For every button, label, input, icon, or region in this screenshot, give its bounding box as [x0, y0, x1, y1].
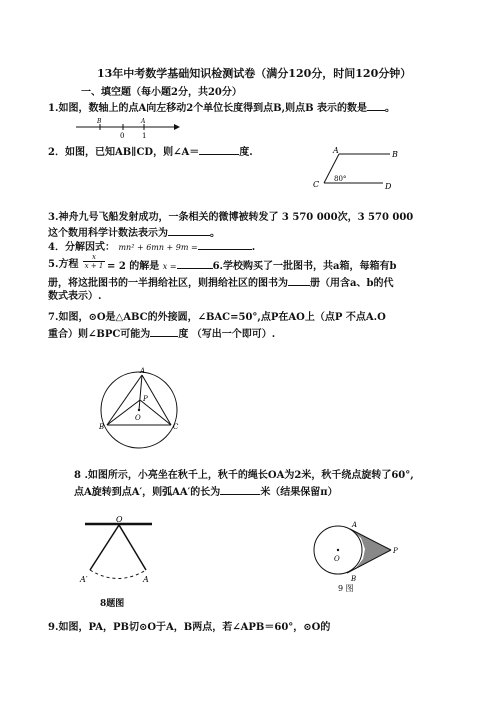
q5-answer-blank[interactable] — [177, 259, 213, 269]
q1-label-a: A — [141, 118, 146, 125]
q6-unit: 册（用含a、b的代 — [310, 278, 394, 289]
q9-label-o: O — [334, 555, 340, 563]
question-5: 5.方程 — [48, 259, 79, 270]
q9-label-a: A — [352, 521, 358, 529]
q2-unit: 度. — [239, 147, 253, 158]
q1-text: 1.如图，数轴上的点A向左移动2个单位长度得到点B,则点B 表示的数是 — [48, 103, 368, 114]
question-6-line2 — [48, 276, 393, 290]
q3-end: 。 — [210, 228, 220, 239]
q8-label-a: A — [143, 575, 149, 584]
q2-angle-label: 80° — [334, 175, 347, 183]
q6-text: 6.学校购买了一批图书，共a箱，每箱有b — [212, 261, 397, 272]
q1-label-zero: 0 — [120, 132, 125, 140]
q2-answer-blank[interactable] — [199, 145, 239, 155]
swing-figure — [80, 515, 160, 595]
question-8-line1: 8 .如图所示，小亮坐在秋千上，秋千的绳长OA为2米，秋千绕点旋转了60°, — [74, 470, 414, 481]
q4-text: 4．分解因式： — [48, 242, 115, 253]
q5-numerator: x — [92, 253, 96, 261]
q3-text: 这个数用科学计数法表示为 — [48, 228, 168, 239]
q7-label-c: C — [173, 423, 179, 431]
q7-text: 重合）则∠BPC可能为 — [48, 329, 151, 340]
page-title: 13年中考数学基础知识检测试卷（满分120分，时间120分钟） — [97, 67, 412, 80]
q8-answer-blank[interactable] — [220, 485, 260, 495]
q7-label-b: B — [99, 423, 105, 431]
q8-unit: 米（结果保留π） — [260, 487, 338, 498]
q5-denominator: x + 1 — [84, 262, 104, 270]
q7-label-a: A — [140, 367, 146, 375]
q2-label-d: D — [385, 182, 392, 191]
question-4 — [48, 240, 255, 254]
q3-answer-blank[interactable] — [168, 226, 210, 236]
question-7-line1: 7.如图，⊙O是△ABC的外接圆，∠BAC=50°,点P在AO上（点P 不点A.O — [48, 312, 386, 323]
q5-var: x = — [162, 262, 177, 271]
figure-9-caption: 9 图 — [338, 584, 354, 593]
q6-line2: 册，将这批图书的一半捐给社区，则捐给社区的图书为 — [48, 278, 288, 289]
q4-answer-blank[interactable] — [198, 240, 252, 250]
q9-label-p: P — [393, 547, 398, 555]
figure-8-caption: 8题图 — [100, 599, 125, 609]
q4-expression: mn² + 6mn + 9m = — [118, 243, 198, 252]
q4-end: . — [251, 242, 256, 253]
q6-answer-blank[interactable] — [288, 276, 310, 286]
q8-text: 点A旋转到点A′，则弧AA′的长为 — [74, 487, 221, 498]
question-3-line1: 3.神舟九号飞船发射成功，一条相关的微博被转发了 3 570 000次，3 570 000 — [48, 212, 414, 223]
q7-answer-blank[interactable] — [150, 327, 178, 337]
q1-label-b: B — [97, 118, 102, 125]
q1-end: 。 — [385, 103, 396, 114]
q5-fraction — [83, 253, 105, 270]
question-6-line3: 数式表示）. — [48, 291, 102, 302]
question-5-rest — [107, 259, 396, 273]
question-3-line2 — [48, 226, 220, 240]
q1-label-one: 1 — [142, 132, 147, 140]
parallel-lines-figure — [307, 145, 407, 195]
question-8-line2 — [74, 485, 338, 499]
q2-label-c: C — [313, 180, 320, 189]
tangent-circle-figure — [305, 515, 405, 595]
q1-answer-blank[interactable] — [367, 101, 385, 111]
question-2 — [48, 145, 253, 159]
question-1 — [48, 101, 395, 115]
question-7-line2 — [48, 327, 275, 341]
q2-text: 2．如图，已知AB∥CD，则∠A＝ — [48, 147, 200, 158]
q8-label-a-prime: A′ — [80, 575, 88, 584]
section-heading: 一、填空题（每小题2分，共20分） — [81, 87, 242, 98]
q7-label-p: P — [143, 395, 148, 403]
q2-label-b: B — [392, 150, 398, 159]
q5-mid: = 2 的解是 — [107, 261, 160, 272]
q8-label-o: O — [116, 515, 123, 524]
q2-label-a: A — [333, 146, 339, 155]
number-line-figure — [74, 116, 184, 140]
q7-label-o: O — [135, 414, 141, 422]
q9-label-b: B — [351, 575, 357, 583]
circumcircle-figure — [95, 365, 185, 455]
question-9: 9.如图，PA，PB切⊙O于A，B两点，若∠APB＝60°，⊙O的 — [48, 622, 331, 633]
q7-unit: 度 （写出一个即可）. — [178, 329, 276, 340]
